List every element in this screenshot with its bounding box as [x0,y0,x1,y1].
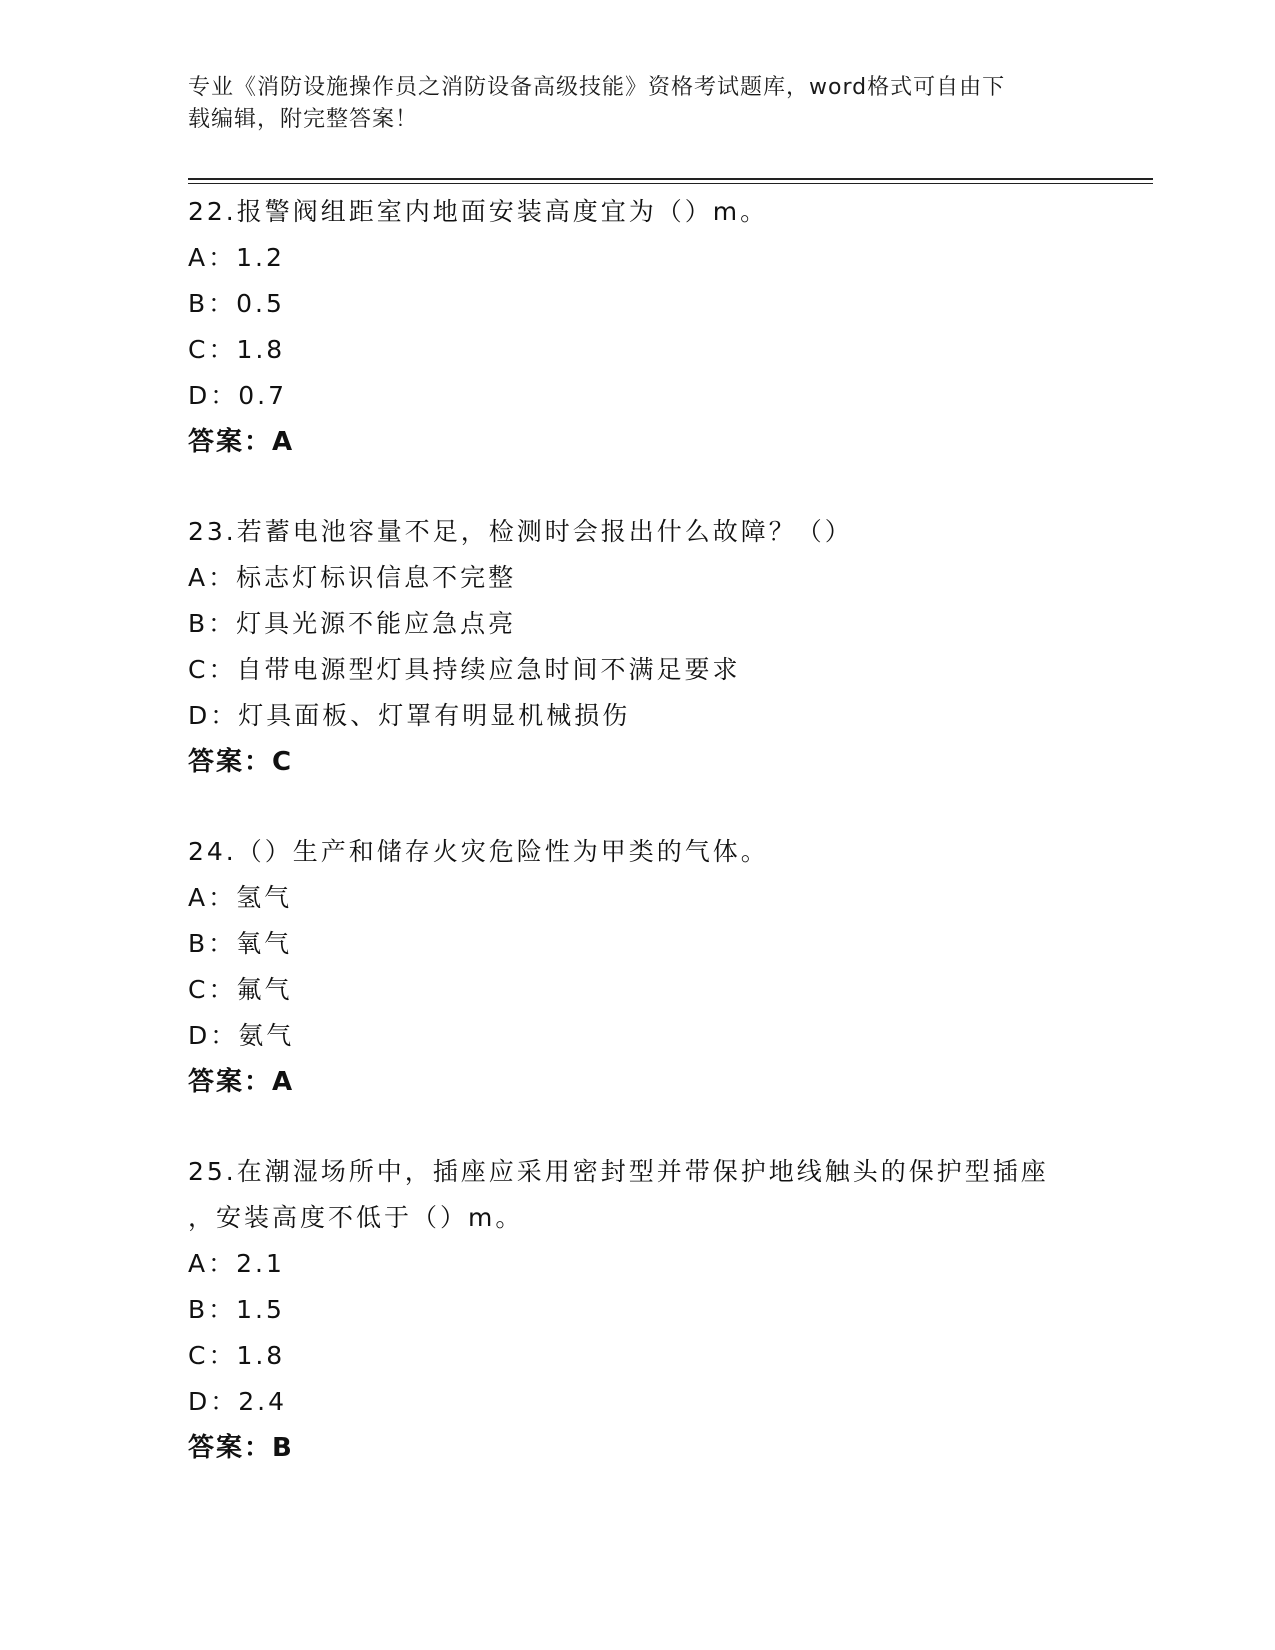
answer: 答案：C [188,747,294,777]
question-22 [188,189,1148,465]
option-a: A：氢气 [188,883,293,912]
answer: 答案：A [188,1067,295,1097]
option-d: D：灯具面板、灯罩有明显机械损伤 [188,701,631,730]
option-b: B：灯具光源不能应急点亮 [188,609,517,638]
option-c: C：氟气 [188,975,293,1004]
option-a: A：1.2 [188,243,285,272]
option-c: C：自带电源型灯具持续应急时间不满足要求 [188,655,741,684]
document-header [188,72,1088,136]
question-25 [188,1149,1148,1471]
option-b: B：1.5 [188,1295,285,1324]
question-24 [188,829,1148,1105]
answer: 答案：A [188,427,295,457]
question-23 [188,509,1148,785]
question-stem-line-2: ，安装高度不低于（）m。 [188,1203,524,1232]
header-divider-thick [188,178,1153,180]
question-stem: 24.（）生产和储存火灾危险性为甲类的气体。 [188,837,769,866]
option-d: D：0.7 [188,381,288,410]
option-b: B：0.5 [188,289,285,318]
option-c: C：1.8 [188,335,286,364]
option-a: A：标志灯标识信息不完整 [188,563,517,592]
header-divider-thin [188,183,1153,184]
option-d: D：氨气 [188,1021,295,1050]
answer: 答案：B [188,1433,294,1463]
option-c: C：1.8 [188,1341,286,1370]
question-stem: 23.若蓄电池容量不足，检测时会报出什么故障？（） [188,517,853,546]
option-a: A：2.1 [188,1249,285,1278]
header-line-1: 专业《消防设施操作员之消防设备高级技能》资格考试题库，word格式可自由下 [188,75,1006,100]
option-b: B：氧气 [188,929,293,958]
question-stem-line-1: 25.在潮湿场所中，插座应采用密封型并带保护地线触头的保护型插座 [188,1157,1049,1186]
option-d: D：2.4 [188,1387,288,1416]
header-line-2: 载编辑，附完整答案！ [188,107,419,132]
question-stem: 22.报警阀组距室内地面安装高度宜为（）m。 [188,197,769,226]
